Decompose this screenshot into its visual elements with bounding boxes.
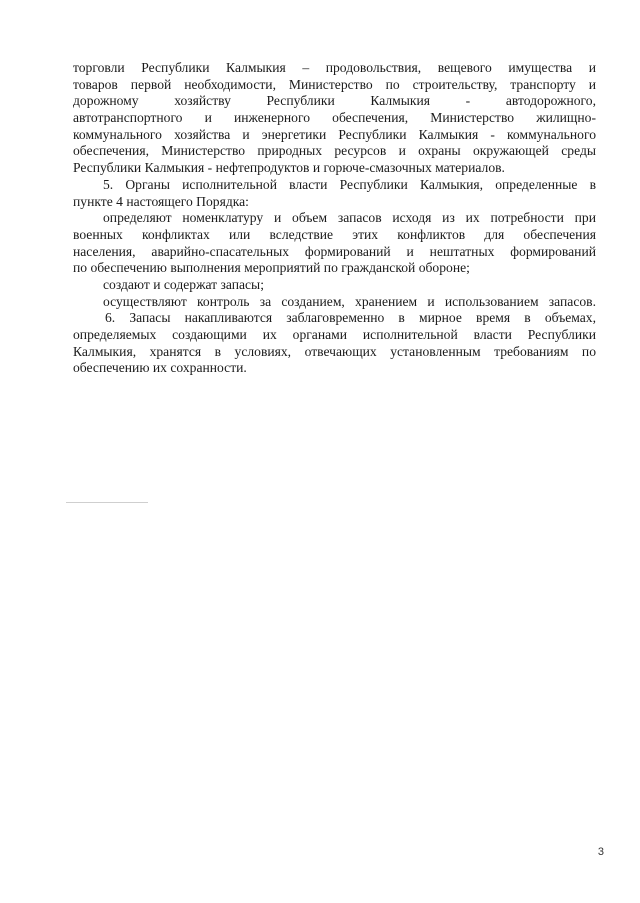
- text-line: коммунального хозяйства и энергетики Республики Калмыкия - коммунального: [73, 126, 596, 142]
- text-line: осуществляют контроль за созданием, хранением и использованием запасов.: [103, 293, 596, 309]
- text-line: определяют номенклатуру и объем запасов исходя из их потребности при: [103, 210, 596, 226]
- text-line: дорожному хозяйству Республики Калмыкия - автодорожного,: [73, 93, 596, 109]
- document-body: [73, 60, 596, 377]
- text-line: военных конфликтах или вследствие этих конфликтов для обеспечения: [73, 226, 596, 242]
- text-line: автотранспортного и инженерного обеспечения, Министерство жилищно-: [73, 110, 596, 126]
- text-line: 5. Органы исполнительной власти Республики Калмыкия, определенные в: [103, 176, 596, 192]
- page-number: 3: [597, 846, 604, 858]
- text-line: Республики Калмыкия - нефтепродуктов и горюче-смазочных материалов.: [73, 160, 505, 176]
- text-line: пункте 4 настоящего Порядка:: [73, 193, 249, 209]
- text-line: населения, аварийно-спасательных формирований и нештатных формирований: [73, 243, 596, 259]
- text-line: 6. Запасы накапливаются заблаговременно в мирное время в объемах,: [105, 310, 596, 326]
- text-line: обеспечению их сохранности.: [73, 360, 247, 376]
- scan-artifact: [66, 502, 148, 503]
- text-line: Калмыкия, хранятся в условиях, отвечающих установленным требованиям по: [73, 343, 596, 359]
- text-line: по обеспечению выполнения мероприятий по гражданской обороне;: [73, 260, 470, 276]
- text-line: обеспечения, Министерство природных ресурсов и охраны окружающей среды: [73, 143, 596, 159]
- text-line: товаров первой необходимости, Министерство по строительству, транспорту и: [73, 76, 596, 92]
- text-line: определяемых создающими их органами исполнительной власти Республики: [73, 327, 596, 342]
- text-line: создают и содержат запасы;: [103, 276, 264, 292]
- text-line: торговли Республики Калмыкия – продовольствия, вещевого имущества и: [73, 60, 596, 75]
